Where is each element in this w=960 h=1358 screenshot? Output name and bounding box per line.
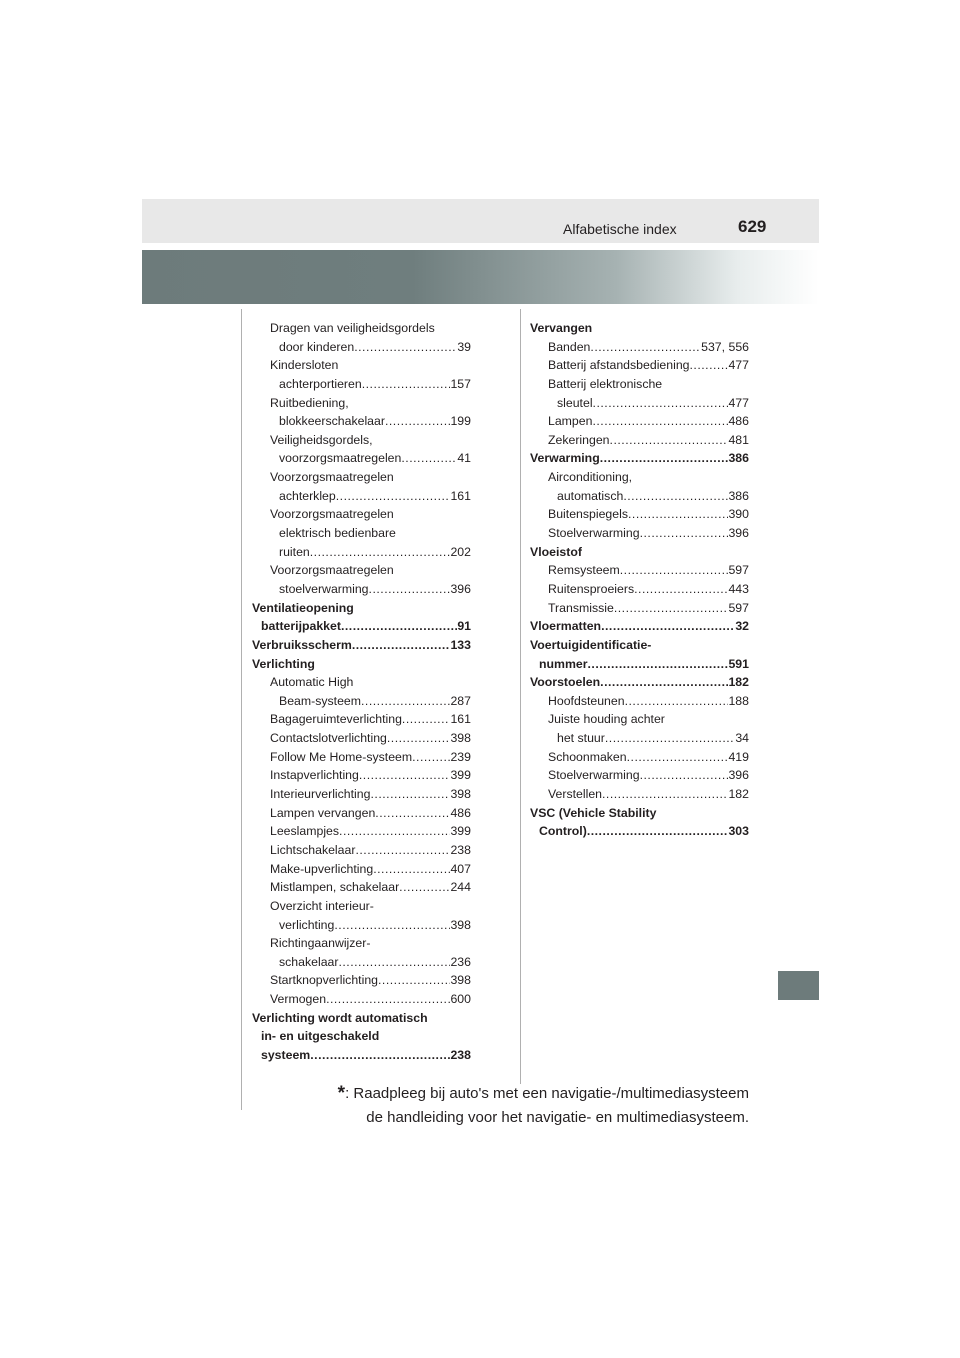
index-entry [252, 934, 471, 953]
index-entry [530, 822, 749, 841]
index-entry-term: Verstellen [548, 787, 603, 802]
index-entry [530, 804, 749, 823]
dot-leader [362, 375, 451, 394]
index-entry [530, 319, 749, 338]
dot-leader [587, 822, 729, 841]
index-entry-term: het stuur [557, 731, 605, 746]
index-entry [252, 356, 471, 375]
dot-leader [336, 487, 451, 506]
dot-leader [412, 748, 450, 767]
index-entry [252, 617, 471, 636]
index-entry [252, 580, 471, 599]
index-entry [530, 636, 749, 655]
index-entry-term: Ventilatieopening [252, 600, 354, 615]
index-entry-page: 398 [450, 731, 471, 746]
dot-leader [634, 580, 728, 599]
index-entry-page: 398 [450, 973, 471, 988]
index-entry [252, 655, 471, 674]
index-entry-page: 396 [450, 581, 471, 596]
dot-leader [370, 785, 450, 804]
index-entry-page: 244 [450, 880, 471, 895]
index-entry-page: 39 [457, 339, 471, 354]
index-entry-page: 396 [728, 526, 749, 541]
index-entry-page: 41 [457, 451, 471, 466]
index-entry-page: 600 [450, 992, 471, 1007]
index-entry-term: Juiste houding achter [548, 712, 665, 727]
index-entry [530, 449, 749, 468]
dot-leader [334, 916, 450, 935]
index-entry [252, 412, 471, 431]
index-entry-term: VSC (Vehicle Stability [530, 805, 657, 820]
index-entry [252, 729, 471, 748]
index-entry-term: Dragen van veiligheidsgordels [270, 321, 435, 335]
index-entry-term: Instapverlichting [270, 768, 359, 783]
index-entry [530, 655, 749, 674]
index-entry [530, 729, 749, 748]
index-entry-page: 182 [728, 787, 749, 802]
index-entry-term: batterijpakket [261, 619, 341, 634]
index-entry-term: Ruitbediening, [270, 395, 349, 410]
index-entry [530, 580, 749, 599]
index-entry-term: Automatic High [270, 675, 354, 690]
index-entry-term: Banden [548, 339, 591, 354]
index-entry [252, 505, 471, 524]
index-entry [252, 1009, 471, 1028]
index-entry [252, 543, 471, 562]
index-entry-term: Kindersloten [270, 358, 339, 373]
dot-leader [602, 785, 728, 804]
index-entry-page: 481 [728, 432, 749, 447]
dot-leader [385, 412, 451, 431]
index-entry-page: 398 [450, 917, 471, 932]
index-entry-term: Leeslampjes [270, 824, 340, 839]
footnote-line-1: : Raadpleeg bij auto's met een navigatie-/multimediasysteem [345, 1085, 749, 1102]
index-entry-term: Overzicht interieur- [270, 898, 374, 913]
index-entry [530, 599, 749, 618]
dot-leader [620, 561, 729, 580]
index-entry-term: Contactslotverlichting [270, 731, 387, 746]
index-entry-term: Voorstoelen [530, 675, 601, 690]
footnote [338, 1082, 749, 1106]
dot-leader [341, 617, 457, 636]
index-entry [530, 356, 749, 375]
index-entry-term: Stoelverwarming [548, 526, 640, 541]
index-entry-page: 591 [728, 656, 749, 671]
index-entry-term: Lichtschakelaar [270, 842, 356, 857]
index-entry [252, 710, 471, 729]
dot-leader [600, 449, 729, 468]
index-entry-term: Verwarming [530, 451, 600, 466]
index-entry [252, 804, 471, 823]
index-entry-term: Interieurverlichting [270, 787, 371, 802]
dot-leader [378, 971, 450, 990]
index-entry-term: Lampen [548, 414, 593, 429]
index-entry-term: Verlichting [252, 656, 315, 671]
index-entry-term: Verbruiksscherm [252, 637, 352, 652]
index-entry [252, 468, 471, 487]
column-divider-middle [520, 309, 521, 1084]
dot-leader [605, 729, 735, 748]
dot-leader [600, 673, 728, 692]
footnote-line-2: de handleiding voor het navigatie- en multimediasysteem. [366, 1109, 749, 1126]
dot-leader [375, 804, 450, 823]
index-entry-term: Vloeistof [530, 544, 582, 559]
index-entry-page: 477 [728, 395, 749, 410]
dot-leader [373, 860, 450, 879]
dot-leader [352, 636, 451, 655]
index-entry-term: Make-upverlichting [270, 861, 374, 876]
index-entry-term: Vervangen [530, 321, 593, 335]
index-entry-page: 443 [728, 581, 749, 596]
dot-leader [310, 1046, 450, 1065]
index-entry-page: 399 [450, 824, 471, 839]
index-entry [530, 487, 749, 506]
dot-leader [339, 822, 450, 841]
column-divider-left [241, 309, 242, 1110]
dot-leader [640, 766, 729, 785]
index-entry-term: blokkeerschakelaar [279, 414, 385, 429]
index-entry [252, 860, 471, 879]
index-entry [252, 561, 471, 580]
index-entry-term: Voorzorgsmaatregelen [270, 470, 394, 485]
dot-leader [590, 338, 701, 357]
dot-leader [623, 487, 728, 506]
index-entry-term: stoelverwarming [279, 581, 369, 596]
index-entry-term: Remsysteem [548, 563, 620, 578]
index-entry-term: systeem [261, 1047, 311, 1062]
dot-leader [354, 338, 457, 357]
index-entry-page: 161 [450, 712, 471, 727]
index-entry [530, 617, 749, 636]
index-entry-term: Richtingaanwijzer- [270, 936, 371, 951]
index-entry [530, 431, 749, 450]
index-entry [530, 524, 749, 543]
index-entry-page: 396 [728, 768, 749, 783]
index-entry [252, 990, 471, 1009]
index-entry [252, 748, 471, 767]
index-entry-term: door kinderen [279, 339, 355, 354]
index-entry-page: 390 [728, 507, 749, 522]
dot-leader [592, 412, 728, 431]
index-entry [252, 524, 471, 543]
index-entry [530, 543, 749, 562]
index-entry [252, 841, 471, 860]
index-entry [530, 468, 749, 487]
index-entry [252, 766, 471, 785]
dot-leader [310, 543, 451, 562]
dot-leader [593, 394, 729, 413]
index-entry [252, 319, 471, 338]
index-column-left [252, 319, 471, 1065]
index-entry-term: in- en uitgeschakeld [261, 1029, 380, 1044]
dot-leader [401, 449, 457, 468]
index-entry-page: 419 [728, 749, 749, 764]
index-entry-term: schakelaar [279, 954, 339, 969]
index-entry [530, 394, 749, 413]
index-entry [530, 748, 749, 767]
dot-leader [338, 953, 450, 972]
index-entry-term: Veiligheidsgordels, [270, 432, 373, 447]
index-entry-term: verlichting [279, 917, 335, 932]
index-entry-page: 182 [728, 675, 749, 690]
index-entry-term: automatisch [557, 488, 624, 503]
index-entry-page: 398 [450, 787, 471, 802]
index-entry-term: achterklep [279, 488, 336, 503]
index-entry-term: Startknopverlichting [270, 973, 378, 988]
index-entry-term: Vermogen [270, 992, 327, 1007]
index-entry-page: 597 [728, 563, 749, 578]
dot-leader [359, 766, 451, 785]
index-entry-page: 238 [450, 842, 471, 857]
index-entry [252, 1027, 471, 1046]
index-entry-page: 386 [728, 451, 749, 466]
index-entry-page: 477 [728, 358, 749, 373]
footnote-marker: * [337, 1083, 346, 1104]
dot-leader [627, 748, 729, 767]
index-entry [252, 394, 471, 413]
index-entry-term: voorzorgsmaatregelen [279, 451, 402, 466]
dot-leader [588, 655, 729, 674]
index-entry-term: Vloermatten [530, 619, 602, 634]
index-entry [252, 375, 471, 394]
dot-leader [610, 431, 729, 450]
index-entry-term: Batterij elektronische [548, 376, 663, 391]
dot-leader [369, 580, 451, 599]
index-entry [252, 785, 471, 804]
index-entry-page: 486 [450, 805, 471, 820]
index-entry-page: 386 [728, 488, 749, 503]
dot-leader [355, 841, 450, 860]
index-entry [252, 673, 471, 692]
index-entry-term: Voorzorgsmaatregelen [270, 563, 394, 578]
index-entry-page: 161 [450, 488, 471, 503]
index-entry [252, 897, 471, 916]
index-entry-page: 238 [450, 1047, 471, 1062]
dot-leader [640, 524, 729, 543]
index-entry [530, 505, 749, 524]
dot-leader [614, 599, 729, 618]
index-entry [252, 431, 471, 450]
index-entry [530, 785, 749, 804]
index-entry [252, 636, 471, 655]
index-entry-term: Beam-systeem [279, 693, 362, 708]
index-entry [530, 710, 749, 729]
index-entry [252, 692, 471, 711]
index-entry-term: Lampen vervangen [270, 805, 376, 820]
index-entry-page: 133 [450, 637, 471, 652]
index-entry-term: Voorzorgsmaatregelen [270, 507, 394, 522]
index-entry [252, 971, 471, 990]
dot-leader [402, 710, 451, 729]
index-entry-page: 239 [450, 749, 471, 764]
index-entry-term: ruiten [279, 544, 310, 559]
dot-leader [326, 990, 450, 1009]
index-entry-term: nummer [539, 656, 588, 671]
index-entry-page: 199 [450, 414, 471, 429]
dot-leader [387, 729, 451, 748]
index-entry [252, 338, 471, 357]
index-entry-term: Zekeringen [548, 432, 610, 447]
index-entry [252, 878, 471, 897]
index-entry-page: 157 [450, 376, 471, 391]
section-title: Alfabetische index [563, 221, 677, 237]
index-entry-term: sleutel [557, 395, 593, 410]
index-entry-page: 303 [728, 824, 749, 839]
index-entry-page: 32 [735, 619, 749, 634]
index-entry-page: 188 [728, 693, 749, 708]
index-entry [252, 916, 471, 935]
decorative-gradient-band [142, 250, 819, 304]
index-entry [252, 487, 471, 506]
index-entry-page: 597 [728, 600, 749, 615]
index-entry-term: Airconditioning, [548, 470, 633, 485]
index-entry-term: Batterij afstandsbediening [548, 358, 690, 373]
index-entry-term: Control) [539, 824, 587, 839]
index-entry-page: 202 [450, 544, 471, 559]
index-entry [252, 599, 471, 618]
index-entry [530, 766, 749, 785]
index-entry-page: 407 [450, 861, 471, 876]
index-entry-term: Voertuigidentificatie- [530, 637, 652, 652]
header-band [142, 199, 819, 243]
index-entry-page: 537, 556 [701, 339, 749, 354]
dot-leader [628, 505, 728, 524]
index-entry-term: Ruitensproeiers [548, 581, 635, 596]
chapter-tab [778, 971, 819, 1000]
index-entry-term: Hoofdsteunen [548, 693, 625, 708]
dot-leader [690, 356, 729, 375]
index-entry-term: Follow Me Home-systeem [270, 749, 413, 764]
dot-leader [601, 617, 735, 636]
dot-leader [625, 692, 729, 711]
index-entry-term: Mistlampen, schakelaar [270, 880, 400, 895]
index-entry [252, 1046, 471, 1065]
index-entry [530, 338, 749, 357]
index-entry-page: 287 [450, 693, 471, 708]
page-number: 629 [738, 217, 767, 236]
index-entry-term: achterportieren [279, 376, 362, 391]
dot-leader [399, 878, 450, 897]
index-entry-term: elektrisch bedienbare [279, 526, 396, 541]
index-entry-term: Stoelverwarming [548, 768, 640, 783]
index-entry-term: Transmissie [548, 600, 614, 615]
index-entry-page: 399 [450, 768, 471, 783]
index-entry [530, 375, 749, 394]
index-entry [530, 412, 749, 431]
index-entry-term: Verlichting wordt automatisch [252, 1010, 428, 1025]
index-entry [252, 953, 471, 972]
index-entry-term: Buitenspiegels [548, 507, 628, 522]
index-entry [530, 673, 749, 692]
dot-leader [361, 692, 450, 711]
index-entry [530, 692, 749, 711]
index-entry [252, 449, 471, 468]
index-entry-page: 91 [457, 619, 471, 634]
index-entry-page: 486 [728, 414, 749, 429]
index-entry-term: Schoonmaken [548, 749, 627, 764]
index-entry [252, 822, 471, 841]
index-entry-page: 34 [735, 731, 749, 746]
index-entry [530, 561, 749, 580]
index-entry-page: 236 [450, 954, 471, 969]
index-column-right [530, 319, 749, 841]
index-entry-term: Bagageruimteverlichting [270, 712, 402, 727]
